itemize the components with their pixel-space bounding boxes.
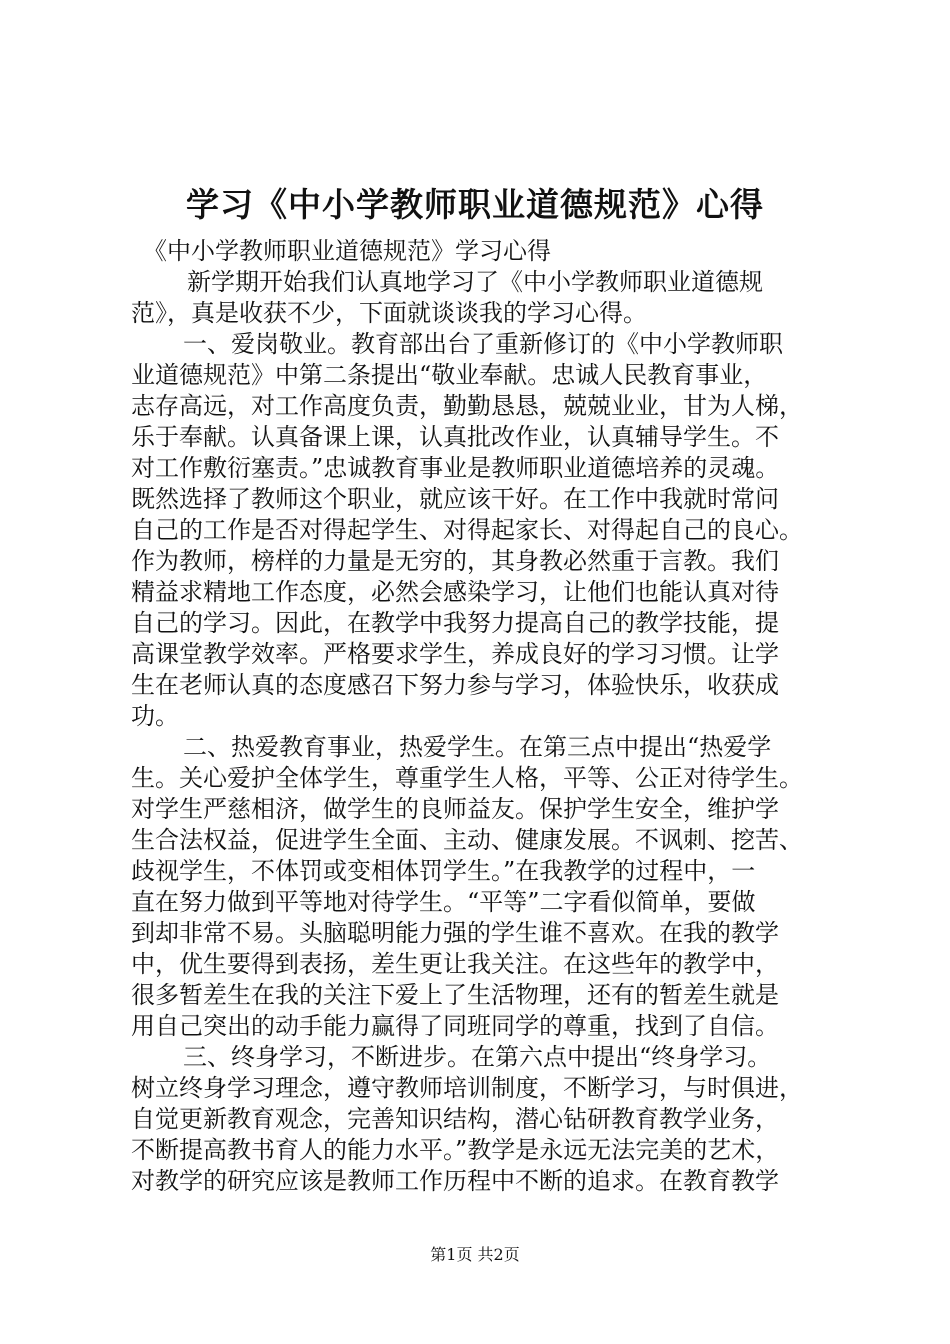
text-line: [131, 701, 831, 732]
text-line-content: 自己的学习。因此，在教学中我努力提高自己的教学技能，提: [131, 609, 779, 637]
text-line: [131, 267, 831, 298]
document-body: [131, 236, 831, 1197]
text-line-content: 很多暂差生在我的关注下爱上了生活物理，还有的暂差生就是: [131, 981, 779, 1009]
text-line: [131, 639, 831, 670]
text-line-content: 树立终身学习理念，遵守教师培训制度，不断学习，与时俱进，: [131, 1074, 803, 1102]
text-line-content: 志存高远，对工作高度负责，勤勤恳恳，兢兢业业，甘为人梯，: [131, 392, 803, 420]
text-line-content: 不断提高教书育人的能力水平。”教学是永远无法完美的艺术，: [131, 1136, 780, 1164]
text-line: [131, 515, 831, 546]
text-line-content: 直在努力做到平等地对待学生。“平等”二字看似简单，要做: [131, 888, 756, 916]
text-line: [131, 236, 831, 267]
text-line-content: 新学期开始我们认真地学习了《中小学教师职业道德规: [187, 268, 763, 296]
text-line: [131, 422, 831, 453]
text-line: [131, 298, 831, 329]
text-line: [131, 670, 831, 701]
text-line: [131, 1011, 831, 1042]
text-line-content: 对学生严慈相济，做学生的良师益友。保护学生安全，维护学: [131, 795, 779, 823]
text-line-content: 用自己突出的动手能力赢得了同班同学的尊重，找到了自信。: [131, 1012, 779, 1040]
text-line-content: 生合法权益，促进学生全面、主动、健康发展。不讽刺、挖苦、: [131, 826, 803, 854]
text-line-content: 乐于奉献。认真备课上课，认真批改作业，认真辅导学生。不: [131, 423, 779, 451]
text-line-content: 中，优生要得到表扬，差生更让我关注。在这些年的教学中，: [131, 950, 779, 978]
text-line-content: 一、爱岗敬业。教育部出台了重新修订的《中小学教师职: [183, 330, 783, 358]
text-line: [131, 980, 831, 1011]
text-line: [131, 360, 831, 391]
text-line: [131, 1166, 831, 1197]
text-line: [131, 546, 831, 577]
text-line: [131, 1135, 831, 1166]
text-line: [131, 1073, 831, 1104]
text-line: [131, 391, 831, 422]
text-line-content: 范》，真是收获不少，下面就谈谈我的学习心得。: [131, 299, 647, 327]
text-line-content: 精益求精地工作态度，必然会感染学习，让他们也能认真对待: [131, 578, 779, 606]
text-line: [131, 732, 831, 763]
text-line-content: 到却非常不易。头脑聪明能力强的学生谁不喜欢。在我的教学: [131, 919, 779, 947]
text-line-content: 高课堂教学效率。严格要求学生，养成良好的学习习惯。让学: [131, 640, 779, 668]
page-footer: 第1页 共2页: [430, 1245, 520, 1264]
text-line: [131, 763, 831, 794]
text-line: [131, 918, 831, 949]
text-line: [131, 577, 831, 608]
text-line-content: 业道德规范》中第二条提出“敬业奉献。忠诚人民教育事业，: [131, 361, 768, 389]
text-line: [131, 453, 831, 484]
text-line: [131, 794, 831, 825]
text-line-content: 生。关心爱护全体学生，尊重学生人格，平等、公正对待学生。: [131, 764, 803, 792]
text-line-content: 作为教师，榜样的力量是无穷的，其身教必然重于言教。我们: [131, 547, 779, 575]
text-line-content: 功。: [131, 702, 179, 730]
text-line-content: 《中小学教师职业道德规范》学习心得: [143, 237, 551, 265]
document-title: 学习《中小学教师职业道德规范》心得: [186, 185, 764, 224]
text-line-content: 自己的工作是否对得起学生、对得起家长、对得起自己的良心。: [131, 516, 803, 544]
text-line: [131, 856, 831, 887]
text-line-content: 二、热爱教育事业，热爱学生。在第三点中提出“热爱学: [183, 733, 772, 761]
text-line: [131, 887, 831, 918]
text-line: [131, 825, 831, 856]
text-line-content: 自觉更新教育观念，完善知识结构，潜心钻研教育教学业务，: [131, 1105, 779, 1133]
text-line: [131, 608, 831, 639]
text-line: [131, 329, 831, 360]
text-line-content: 歧视学生，不体罚或变相体罚学生。”在我教学的过程中，一: [131, 857, 756, 885]
text-line: [131, 484, 831, 515]
text-line: [131, 949, 831, 980]
text-line: [131, 1042, 831, 1073]
text-line-content: 生在老师认真的态度感召下努力参与学习，体验快乐，收获成: [131, 671, 779, 699]
text-line-content: 既然选择了教师这个职业，就应该干好。在工作中我就时常问: [131, 485, 779, 513]
text-line-content: 三、终身学习，不断进步。在第六点中提出“终身学习。: [183, 1043, 772, 1071]
text-line: [131, 1104, 831, 1135]
text-line-content: 对工作敷衍塞责。”忠诚教育事业是教师职业道德培养的灵魂。: [131, 454, 780, 482]
text-line-content: 对教学的研究应该是教师工作历程中不断的追求。在教育教学: [131, 1167, 779, 1195]
